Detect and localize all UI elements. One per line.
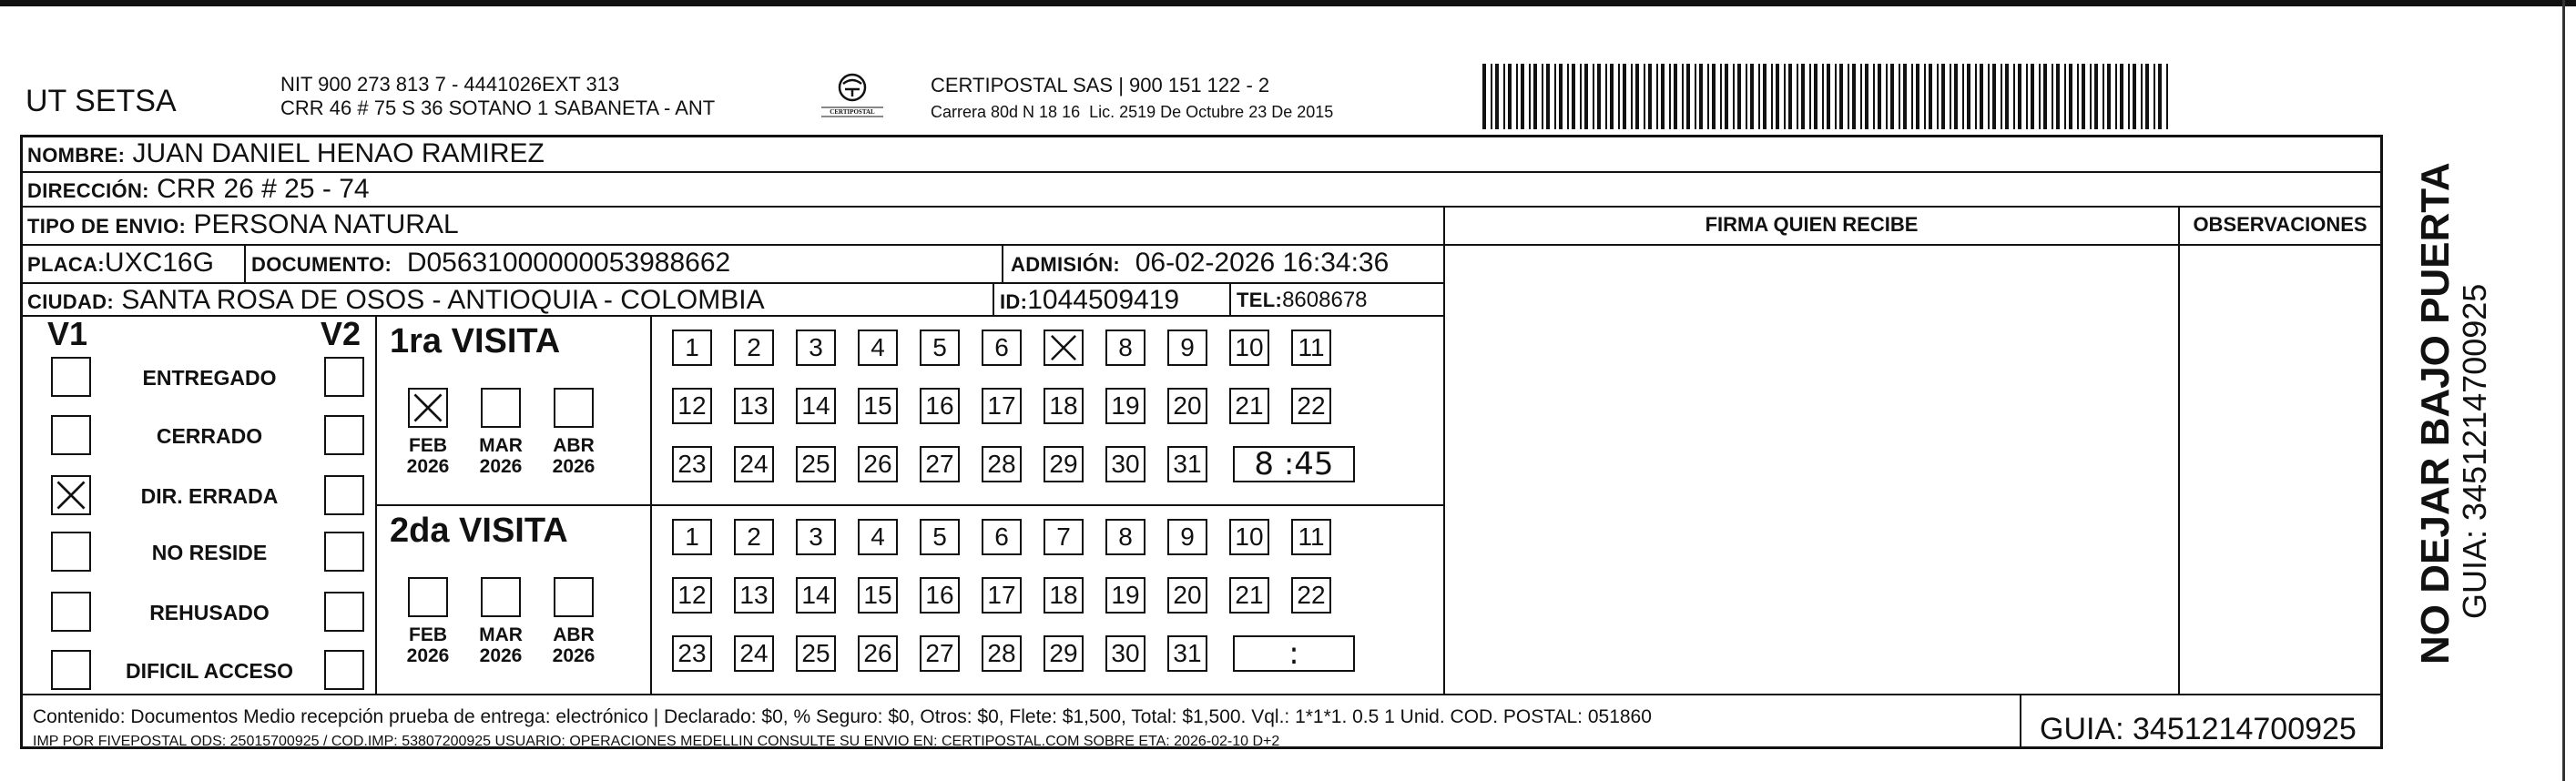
id-label: ID: [1000, 290, 1028, 313]
v2-header: V2 [321, 315, 361, 352]
guia-divider [2020, 694, 2021, 748]
day-box[interactable]: 25 [796, 635, 836, 672]
month-label [542, 435, 606, 477]
day-box[interactable]: 9 [1167, 330, 1207, 366]
month-year: 2026 [552, 456, 596, 477]
month-checkbox[interactable] [554, 388, 594, 428]
day-box[interactable]: 11 [1291, 330, 1331, 366]
month-checkbox[interactable] [408, 577, 448, 617]
row-line [20, 282, 1445, 284]
day-box[interactable]: 7 [1044, 519, 1084, 555]
carrier-license: Carrera 80d N 18 16 Lic. 2519 De Octubre 23 De 2015 [931, 103, 1334, 121]
ciudad-label: CIUDAD: [27, 290, 114, 313]
observaciones-header: OBSERVACIONES [2193, 213, 2367, 236]
direccion-field [27, 174, 370, 205]
day-box[interactable]: 4 [858, 519, 898, 555]
row-line [20, 171, 2382, 173]
month-year: 2026 [406, 645, 450, 666]
contents-line: Contenido: Documentos Medio recepción prueba de entrega: electrónico | Declarado: $0, % Seguro: $0, Otros: $0, Flete: $1,500, Total: $1,500. Vql.: 1*1*1. 0.5 1 Unid. COD. POSTAL: 051860 [33, 706, 1652, 727]
ciudad-value: SANTA ROSA DE OSOS - ANTIOQUIA - COLOMBIA [121, 285, 765, 315]
direccion-label: DIRECCIÓN: [27, 179, 149, 202]
day-box[interactable]: 1 [672, 519, 712, 555]
month-name: FEB [409, 624, 447, 645]
tipo-value: PERSONA NATURAL [193, 209, 459, 239]
day-box[interactable]: 22 [1291, 388, 1331, 424]
status-label: CERRADO [156, 424, 263, 448]
tel-label: TEL: [1237, 289, 1283, 311]
cell-divider [993, 282, 994, 317]
col-line [1443, 206, 1445, 695]
no-dejar-label: NO DEJAR BAJO PUERTA [2413, 162, 2458, 664]
row-line [20, 206, 2382, 208]
top-border [0, 0, 2576, 6]
v1-checkbox[interactable] [51, 475, 91, 515]
v1-checkbox[interactable] [51, 532, 91, 572]
month-checkbox[interactable] [481, 388, 521, 428]
day-box[interactable]: 10 [1229, 519, 1269, 555]
day-box[interactable]: 12 [672, 577, 712, 614]
documento-field [251, 248, 730, 279]
day-box[interactable]: 12 [672, 388, 712, 424]
v2-checkbox[interactable] [324, 415, 364, 455]
day-box[interactable]: 22 [1291, 577, 1331, 614]
cell-divider [1229, 282, 1231, 317]
day-box[interactable]: 29 [1044, 446, 1084, 482]
v2-checkbox[interactable] [324, 475, 364, 515]
months-divider [650, 315, 652, 695]
visit-divider [375, 504, 1444, 506]
v1-header: V1 [47, 315, 88, 352]
documento-label: DOCUMENTO: [251, 253, 392, 276]
month-year: 2026 [479, 645, 523, 666]
month-year: 2026 [406, 456, 450, 477]
v2-checkbox[interactable] [324, 532, 364, 572]
day-box[interactable]: 9 [1167, 519, 1207, 555]
v2-checkbox[interactable] [324, 650, 364, 690]
day-box[interactable]: 24 [734, 446, 774, 482]
day-box[interactable]: 27 [920, 446, 960, 482]
status-label: ENTREGADO [142, 366, 277, 390]
logo-text: CERTIPOSTAL [830, 108, 875, 116]
v1-checkbox[interactable] [51, 650, 91, 690]
day-box[interactable]: 20 [1167, 388, 1207, 424]
day-box[interactable]: 3 [796, 519, 836, 555]
time-field[interactable]: 8 :45 [1233, 446, 1355, 482]
v1-checkbox[interactable] [51, 415, 91, 455]
address-line: CRR 46 # 75 S 36 SOTANO 1 SABANETA - ANT [280, 96, 716, 119]
day-box[interactable]: 18 [1044, 577, 1084, 614]
day-box[interactable]: 20 [1167, 577, 1207, 614]
month-year: 2026 [552, 645, 596, 666]
v2-checkbox[interactable] [324, 357, 364, 397]
v1-checkbox[interactable] [51, 592, 91, 632]
cell-divider [244, 244, 246, 282]
day-box[interactable]: 16 [920, 388, 960, 424]
month-label [542, 624, 606, 666]
nombre-field [27, 138, 545, 169]
day-box[interactable]: 18 [1044, 388, 1084, 424]
status-label: DIR. ERRADA [140, 484, 279, 508]
direccion-value: CRR 26 # 25 - 74 [157, 174, 370, 204]
status-label: DIFICIL ACCESO [125, 659, 293, 683]
v1-checkbox[interactable] [51, 357, 91, 397]
day-box[interactable]: 1 [672, 330, 712, 366]
day-box[interactable]: 17 [982, 577, 1022, 614]
day-box[interactable]: 11 [1291, 519, 1331, 555]
day-box[interactable]: 26 [858, 635, 898, 672]
month-name: FEB [409, 435, 447, 456]
day-box[interactable]: 24 [734, 635, 774, 672]
day-box[interactable]: 4 [858, 330, 898, 366]
tipo-field [27, 209, 459, 240]
day-box[interactable]: 29 [1044, 635, 1084, 672]
status-label: NO RESIDE [151, 541, 268, 564]
day-box[interactable]: 8 [1105, 330, 1145, 366]
day-box[interactable]: 19 [1105, 388, 1145, 424]
tel-value: 8608678 [1282, 288, 1368, 312]
barcode [1482, 64, 2174, 129]
company-name: UT SETSA [25, 84, 177, 118]
side-guia: GUIA: 3451214700925 [2456, 283, 2493, 619]
right-edge [2562, 0, 2565, 781]
v2-checkbox[interactable] [324, 592, 364, 632]
certipostal-logo [809, 71, 896, 122]
day-box[interactable]: 13 [734, 577, 774, 614]
month-checkbox[interactable] [554, 577, 594, 617]
month-checkbox[interactable] [481, 577, 521, 617]
frame-right [2380, 135, 2383, 748]
admision-field [1011, 248, 1389, 279]
day-box[interactable]: 31 [1167, 635, 1207, 672]
company-info [280, 73, 715, 120]
day-box[interactable]: 23 [672, 635, 712, 672]
frame-top [20, 135, 2382, 137]
documento-value: D05631000000053988662 [406, 248, 731, 278]
nombre-label: NOMBRE: [27, 144, 126, 167]
day-box[interactable]: 3 [796, 330, 836, 366]
day-box[interactable]: 26 [858, 446, 898, 482]
month-label [469, 435, 533, 477]
day-box[interactable]: 16 [920, 577, 960, 614]
firma-header: FIRMA QUIEN RECIBE [1705, 213, 1919, 236]
day-box[interactable] [1044, 330, 1084, 366]
placa-field [27, 248, 214, 279]
cell-divider [1002, 244, 1003, 282]
nit-line: NIT 900 273 813 7 - 4441026EXT 313 [280, 73, 620, 96]
month-checkbox[interactable] [408, 388, 448, 428]
day-box[interactable]: 30 [1105, 635, 1145, 672]
admision-label: ADMISIÓN: [1011, 253, 1121, 276]
day-box[interactable]: 6 [982, 519, 1022, 555]
side-warning [2415, 162, 2493, 664]
placa-label: PLACA: [27, 253, 105, 276]
id-value: 1044509419 [1027, 285, 1180, 315]
day-box[interactable]: 15 [858, 388, 898, 424]
id-field [1000, 285, 1179, 316]
day-box[interactable]: 8 [1105, 519, 1145, 555]
day-box[interactable]: 19 [1105, 577, 1145, 614]
day-box[interactable]: 2 [734, 330, 774, 366]
month-label [469, 624, 533, 666]
month-label [396, 435, 460, 477]
day-box[interactable]: 25 [796, 446, 836, 482]
day-box[interactable]: 23 [672, 446, 712, 482]
carrier-nit: CERTIPOSTAL SAS | 900 151 122 - 2 [931, 74, 1270, 96]
day-box[interactable]: 15 [858, 577, 898, 614]
time-field[interactable]: : [1233, 635, 1355, 672]
month-name: ABR [553, 624, 595, 645]
visit-title: 1ra VISITA [390, 322, 561, 360]
tel-field [1237, 288, 1368, 313]
month-year: 2026 [479, 456, 523, 477]
day-box[interactable]: 6 [982, 330, 1022, 366]
tipo-label: TIPO DE ENVIO: [27, 215, 187, 238]
day-box[interactable]: 21 [1229, 388, 1269, 424]
placa-value: UXC16G [104, 248, 214, 278]
day-box[interactable]: 30 [1105, 446, 1145, 482]
ciudad-field [27, 285, 765, 316]
month-name: MAR [479, 435, 523, 456]
day-box[interactable]: 13 [734, 388, 774, 424]
day-box[interactable]: 14 [796, 388, 836, 424]
col-line [2178, 206, 2180, 695]
admision-value: 06-02-2026 16:34:36 [1135, 248, 1390, 278]
guia-number: GUIA: 3451214700925 [2040, 712, 2357, 746]
day-box[interactable]: 28 [982, 635, 1022, 672]
col-head-line [1443, 244, 2382, 246]
carrier-info [931, 73, 1333, 125]
day-box[interactable]: 2 [734, 519, 774, 555]
day-box[interactable]: 28 [982, 446, 1022, 482]
month-label [396, 624, 460, 666]
nombre-value: JUAN DANIEL HENAO RAMIREZ [132, 138, 545, 168]
frame-left [20, 135, 23, 748]
day-box[interactable]: 31 [1167, 446, 1207, 482]
print-info-line: IMP POR FIVEPOSTAL ODS: 25015700925 / COD.IMP: 53807200925 USUARIO: OPERACIONES MEDELLIN CONSULTE SU ENVIO EN: CERTIPOSTAL.COM SOBRE ETA: 2026-02-10 D+2 [33, 734, 1280, 749]
day-box[interactable]: 17 [982, 388, 1022, 424]
visit-title: 2da VISITA [390, 512, 568, 550]
month-name: MAR [479, 624, 523, 645]
day-box[interactable]: 10 [1229, 330, 1269, 366]
row-line [20, 244, 1445, 246]
day-box[interactable]: 21 [1229, 577, 1269, 614]
day-box[interactable]: 5 [920, 330, 960, 366]
day-box[interactable]: 14 [796, 577, 836, 614]
month-name: ABR [553, 435, 595, 456]
day-box[interactable]: 5 [920, 519, 960, 555]
status-label: REHUSADO [149, 601, 270, 624]
day-box[interactable]: 27 [920, 635, 960, 672]
